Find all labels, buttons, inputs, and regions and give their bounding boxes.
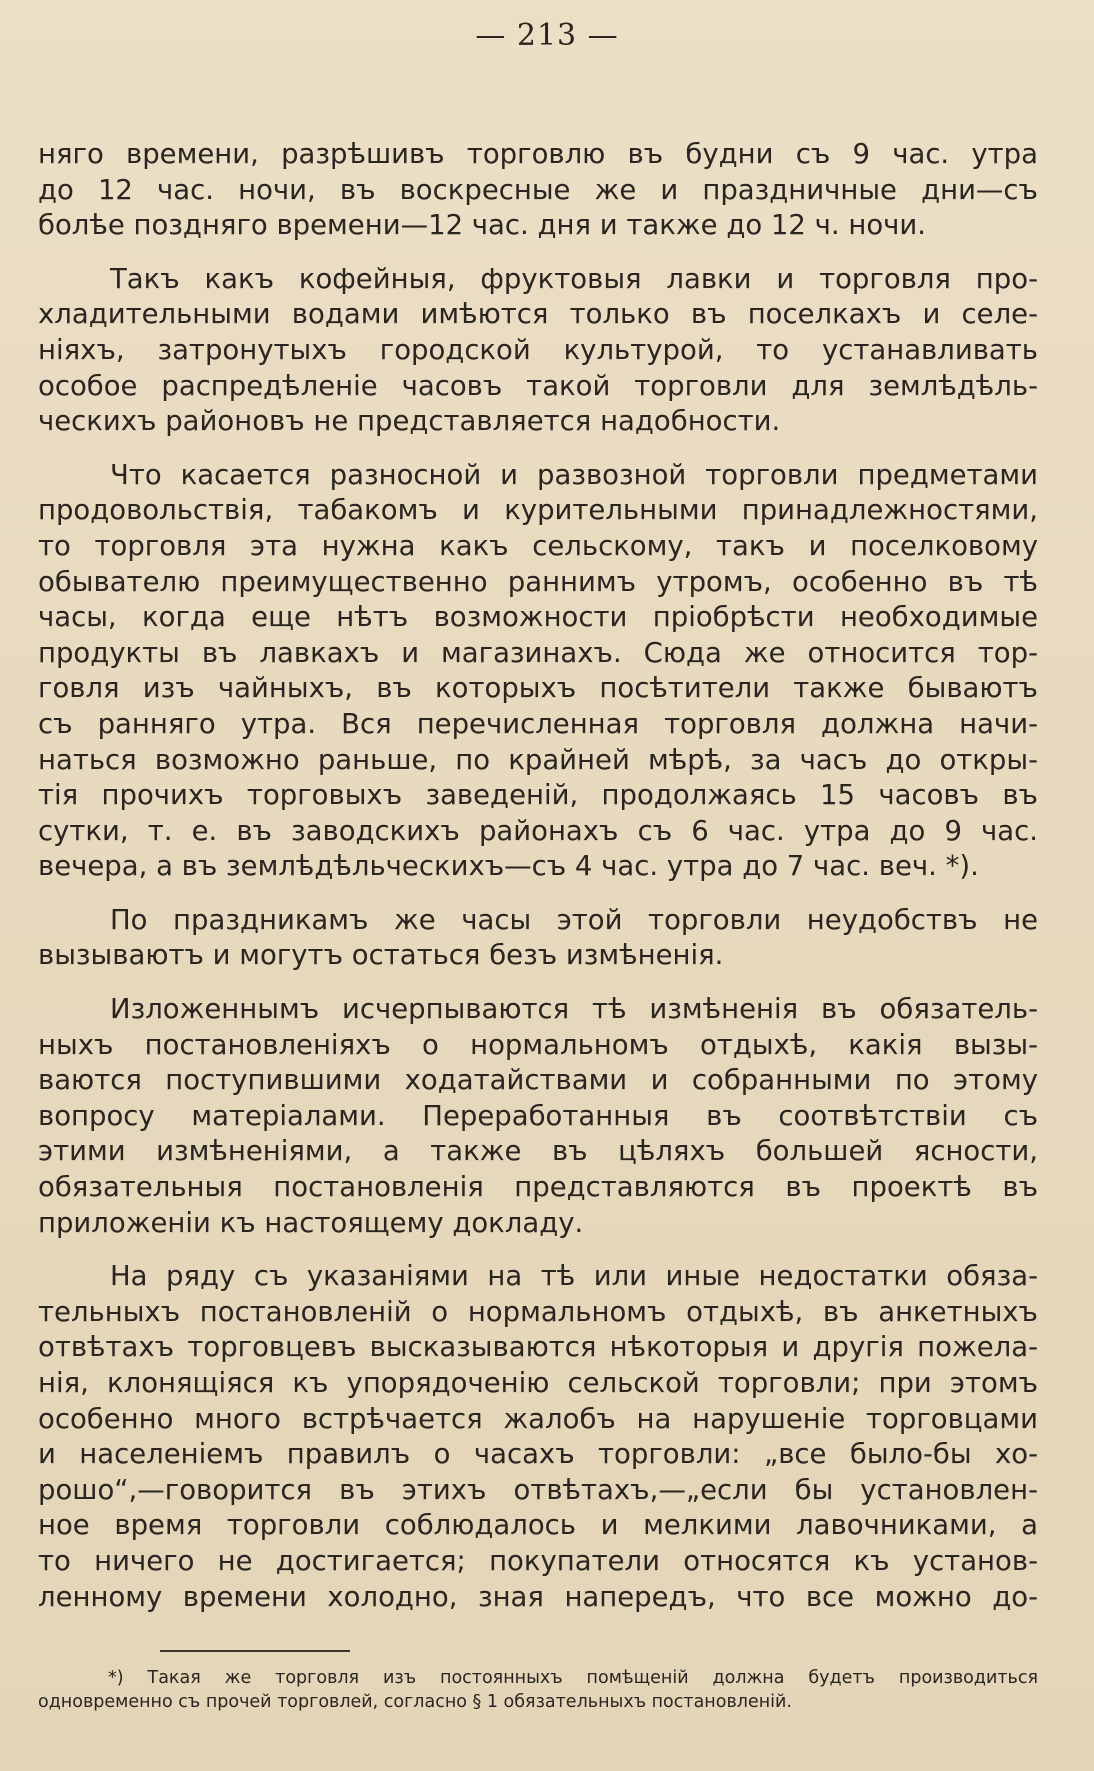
text-line: продовольствія, табакомъ и курительными принадлежностями, (38, 494, 1038, 527)
paragraph-gap (38, 1241, 1038, 1259)
text-line: Такъ какъ кофейныя, фруктовыя лавки и торговля про- (110, 262, 1038, 295)
text-line: рошо“,—говорится въ этихъ отвѣтахъ,—„если бы установлен- (38, 1473, 1038, 1506)
footnote (38, 1666, 1038, 1714)
text-line: тельныхъ постановленій о нормальномъ отдыхѣ, въ анкетныхъ (38, 1295, 1038, 1328)
paragraph (38, 992, 1038, 1241)
text-line: На ряду съ указаніями на тѣ или иные недостатки обяза- (110, 1260, 1038, 1293)
text-line: вечера, а въ землѣдѣльческихъ—съ 4 час. утра до 7 час. веч. *). (38, 850, 979, 883)
body-text (38, 137, 1038, 1615)
text-line: особенно много встрѣчается жалобъ на нарушеніе торговцами (38, 1402, 1038, 1435)
paragraph (38, 137, 1038, 244)
text-line: отвѣтахъ торговцевъ высказываются нѣкоторыя и другія пожела- (38, 1331, 1038, 1364)
text-line: ленному времени холодно, зная напередъ, что все можно до- (38, 1580, 1038, 1613)
text-line: ное время торговли соблюдалось и мелкими лавочниками, а (38, 1509, 1038, 1542)
text-line: до 12 час. ночи, въ воскресные же и праздничные дни—съ (38, 173, 1038, 206)
text-line: Изложеннымъ исчерпываются тѣ измѣненія въ обязатель- (110, 993, 1038, 1026)
text-line: тія прочихъ торговыхъ заведеній, продолжаясь 15 часовъ въ (38, 779, 1038, 812)
text-line: вызываютъ и могутъ остаться безъ измѣненія. (38, 939, 724, 972)
text-line: ческихъ районовъ не представляется надобности. (38, 405, 781, 438)
paragraph (38, 903, 1038, 974)
text-line: приложеніи къ настоящему докладу. (38, 1206, 584, 1239)
text-line: вопросу матеріалами. Переработанныя въ соотвѣтствіи съ (38, 1099, 1038, 1132)
paragraph (38, 1259, 1038, 1615)
text-line: обывателю преимущественно раннимъ утромъ, особенно въ тѣ (38, 565, 1038, 598)
text-line: то ничего не достигается; покупатели относятся къ установ- (38, 1544, 1038, 1577)
paragraph (38, 458, 1038, 885)
text-line: болѣе поздняго времени—12 час. дня и также до 12 ч. ночи. (38, 209, 927, 242)
text-line: то торговля эта нужна какъ сельскому, такъ и поселковому (38, 529, 1038, 562)
text-line: ныхъ постановленіяхъ о нормальномъ отдыхѣ, какія вызы- (38, 1028, 1038, 1061)
paragraph-gap (38, 440, 1038, 458)
paragraph (38, 262, 1038, 440)
page-number: — 213 — (475, 18, 619, 53)
paragraph-gap (38, 885, 1038, 903)
footnote-line: *) Такая же торговля изъ постоянныхъ помѣщеній должна будетъ производиться (108, 1668, 1038, 1688)
footnote-divider (160, 1650, 350, 1652)
text-line: этими измѣненіями, а также въ цѣляхъ большей ясности, (38, 1135, 1038, 1168)
text-line: ваются поступившими ходатайствами и собранными по этому (38, 1064, 1038, 1097)
text-line: говля изъ чайныхъ, въ которыхъ посѣтители также бываютъ (38, 672, 1038, 705)
text-line: особое распредѣленіе часовъ такой торговли для землѣдѣль- (38, 369, 1038, 402)
text-line: хладительными водами имѣются только въ поселкахъ и селе- (38, 298, 1038, 331)
text-line: съ ранняго утра. Вся перечисленная торговля должна начи- (38, 707, 1038, 740)
text-line: Что касается разносной и развозной торговли предметами (110, 458, 1038, 491)
text-line: часы, когда еще нѣтъ возможности пріобрѣсти необходимые (38, 601, 1038, 634)
text-line: няго времени, разрѣшивъ торговлю въ будни съ 9 час. утра (38, 138, 1038, 170)
footnote-line: одновременно съ прочей торговлей, согласно § 1 обязательныхъ постановленій. (38, 1692, 792, 1712)
text-line: и населеніемъ правилъ о часахъ торговли: „все было-бы хо- (38, 1438, 1038, 1471)
text-line: сутки, т. е. въ заводскихъ районахъ съ 6 час. утра до 9 час. (38, 814, 1038, 847)
paragraph-gap (38, 244, 1038, 262)
text-line: ніяхъ, затронутыхъ городской культурой, то устанавливать (38, 333, 1038, 366)
text-line: наться возможно раньше, по крайней мѣрѣ, за часъ до откры- (38, 743, 1038, 776)
text-line: обязательныя постановленія представляются въ проектѣ въ (38, 1171, 1038, 1204)
text-line: продукты въ лавкахъ и магазинахъ. Сюда же относится тор- (38, 636, 1038, 669)
paragraph-gap (38, 974, 1038, 992)
text-line: По праздникамъ же часы этой торговли неудобствъ не (110, 903, 1038, 936)
text-line: нія, клонящіяся къ упорядоченію сельской торговли; при этомъ (38, 1367, 1038, 1399)
